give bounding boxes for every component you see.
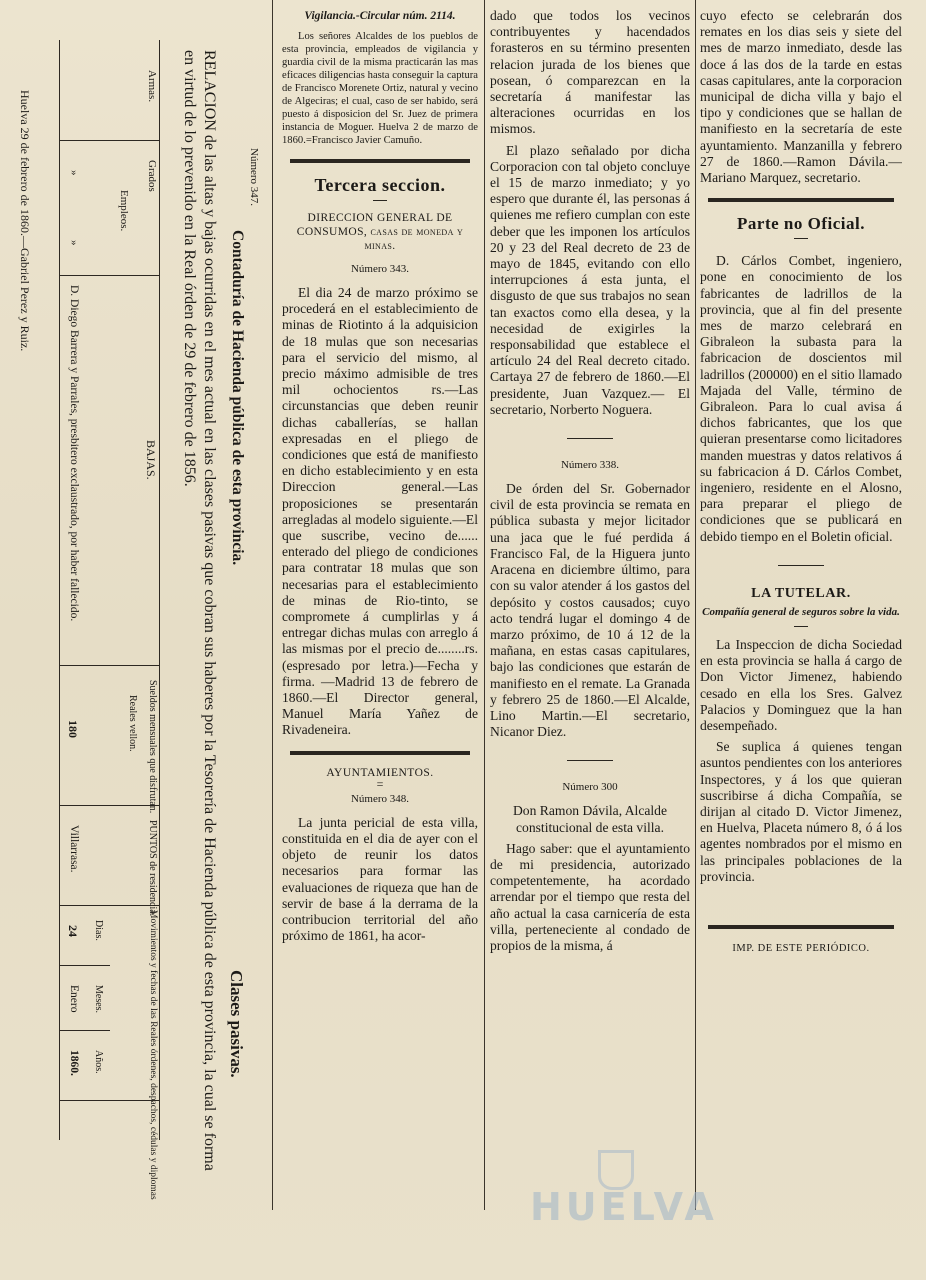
row-quote-1: » [68, 170, 80, 176]
table-rule [60, 140, 160, 141]
numero-338: Número 338. [560, 459, 620, 472]
clases-pasivas-title: Clases pasivas. [227, 970, 246, 1078]
numero-300-text-part2: cuyo efecto se celebrarán dos remates en los dias seis y siete del mes de marzo inmediato, desde las doce á las dos de la tarde en estas casas capitulares, ante la corporacion municipal de dicha villa y bajo el tipo y condiciones que se hallan de manifiesto en la secretaría de este ayuntamiento. Manzanilla y febrero 27 de 1860.—Ramon Dávila.—Mariano Marquez, secretario. [700, 8, 902, 186]
relacion-line-2: en virtud de lo prevenido en la Real órden de 29 de febrero de 1856. [181, 50, 198, 487]
table-rule [60, 905, 160, 906]
table-rule [60, 805, 160, 806]
col-anos: Años. [93, 1050, 104, 1074]
col-armas: Armas. [146, 70, 158, 103]
tercera-seccion-title: Tercera seccion. [314, 175, 446, 195]
col-dias: Dias. [93, 920, 104, 941]
col-bajas: BAJAS. [144, 440, 158, 480]
table-footer-signature: Huelva 29 de febrero de 1860.—Gabriel Perez y Ruiz. [18, 90, 32, 352]
la-tutelar-title: LA TUTELAR. [751, 585, 851, 601]
numero-300-text-part1: Hago saber: que el ayuntamiento de mi presidencia, autorizado competentemente, ha acordado arrendar por el tiempo que resta del año actual la casa carnicería de esta villa, perteneciente al condado de propios de la misma, á [490, 840, 690, 953]
combet-text: D. Cárlos Combet, ingeniero, pone en conocimiento de los fabricantes de ladrillos de la provincia, que al fin del presente mes de marzo celebrará en Gibraleon la subasta para la fabricacion de doscientos mil ladrillos (200000) en el sitio llamado Majada del Valle, término de Gibraleon. Para lo cual avisa á dichos fabricantes, que los que quieran presentarse como licitadores manden muestras y datos relativos á su fabricacion á D. Cárlos Combet, ingeniero, residente en el Alosno, para preparar el pliego de condiciones que se publicará en debido tiempo en el Boletin oficial. [700, 253, 902, 544]
numero-348-text-part3: El plazo señalado por dicha Corporacion con tal objeto concluye el 15 de marzo inmediato; y yo espero que durante él, las personas á quienes me refiero cumplan con este deber que les imponen los artículos 20 y 23 del Real decreto de 23 de mayo de 1845, evitando con ello interrupciones á esta junta, el disgusto de que sus trabajos no sean tan exactos como ella desea, y la necesidad de exigirles la responsabilidad que establece el artículo 24 del Real decreto citado. Cartaya 27 de febrero de 1860.—El presidente, Juan Vazquez.— El secretario, Norberto Noguera. [490, 142, 690, 417]
imprint-line: IMP. DE ESTE PERIÓDICO. [732, 942, 870, 954]
table-rule [60, 665, 160, 666]
direccion-general-heading: DIRECCION GENERAL DE CONSUMOS, casas de moneda y minas. [296, 212, 464, 252]
vigilancia-heading: Vigilancia.-Circular núm. 2114. [304, 10, 456, 22]
tutelar-text-2: Se suplica á quienes tengan asuntos pendientes con los anteriores Inspectores, y á los que quieran suscribirse á dicha Compañía, se dirijan al citado D. Victor Jimenez, en Huelva, Placeta número 8, ó á los agentes nombrados por el mismo en las principales poblaciones de la provincia. [700, 739, 902, 884]
column-rule [695, 0, 696, 1210]
page-number: Número 347. [248, 148, 260, 207]
row-mes: Enero [68, 985, 80, 1013]
col-sueldos: Sueldos mensuales que disfrutan. [147, 680, 158, 814]
parte-no-oficial-title: Parte no Oficial. [737, 214, 865, 234]
section-separator [290, 751, 470, 755]
table-rule [60, 275, 160, 276]
rotated-table-region [0, 0, 270, 1280]
row-ano: 1860. [68, 1050, 80, 1076]
short-dash [794, 626, 808, 627]
ayuntamientos-heading: AYUNTAMIENTOS. [326, 766, 434, 779]
row-dia: 24 [66, 925, 80, 937]
numero-300: Número 300 [562, 781, 618, 794]
col-puntos: PUNTOS de residencia. [147, 820, 158, 917]
column-3 [700, 8, 902, 1220]
numero-300-heading: Don Ramon Dávila, Alcalde constitucional de esta villa. [512, 803, 668, 835]
numero-348-text-part2: dado que todos los vecinos contribuyentes y hacendados forasteros en su término presenten relacion jurada de los bienes que posean, ó comparezcan en la secretaría á manifestar las alteraciones ocurridas en los mismos. [490, 8, 690, 137]
column-rule [484, 0, 485, 1210]
tutelar-text-1: La Inspeccion de dicha Sociedad en esta provincia se halla á cargo de Don Victor Jimenez, habiendo cesado en ella los Sres. Galvez Palacios y Dominguez que la han desempeñado. [700, 636, 902, 733]
numero-343-text: El dia 24 de marzo próximo se procederá en el establecimiento de minas de Riotinto á la adquisicion de 18 mulas que son necesarias para el servicio del mismo, al precio máximo admisible de tres mil ochocientos rs.—Las circunstancias que deben reunir dichas caballerías, se hallan expresadas en el pliego de condiciones que está de manifiesto en dicho establecimiento y en esta Direccion general.—Las proposiciones se presentarán arregladas al modelo siguiente.—El que suscribe, vecino de...... enterado del pliego de condiciones para contratar 18 mulas que son necesarias para el establecimiento de minas de Rio-tinto, se compromete á cumplirlas y á entregar dichas mulas con arreglo á las mismas por el precio de........rs. (espresado por letra.)—Fecha y firma. —Madrid 13 de febrero de 1860.—El Director general, Manuel María Yañez de Rivadeneira. [282, 285, 478, 738]
col-movimientos: Movimientos y fechas de las Reales órdenes, despachos, cédulas y diplomas [148, 910, 158, 1200]
column-2 [490, 8, 690, 1220]
rotated-content [0, 0, 270, 1200]
clases-pasivas-table [50, 40, 160, 1200]
contaduria-title: Contaduría de Hacienda pública de esta provincia. [229, 230, 246, 566]
short-dash [794, 238, 808, 239]
table-rule [159, 40, 160, 1140]
section-separator [708, 198, 894, 202]
table-rule [60, 1100, 160, 1101]
short-rule [567, 438, 613, 439]
compania-subtitle: Compañía general de seguros sobre la vida. [702, 605, 900, 618]
relacion-line-1: RELACION de las altas y bajas ocurridas en el mes actual en las clases pasivas que cobran sus haberes por la Tesorería de Hacienda pública de esta provincia, la cual se forma [201, 50, 218, 1171]
short-rule [567, 760, 613, 761]
table-rule [59, 40, 60, 1140]
col-meses: Meses. [93, 985, 104, 1014]
watermark-shield-icon [598, 1150, 634, 1190]
vigilancia-text: Los señores Alcaldes de los pueblos de esta provincia, empleados de vigilancia y guardia civil de la misma practicarán las mas eficaces diligencias hasta conseguir la captura de Francisco Morenete Ortiz, natural y vecino de Algeciras; el cual, caso de ser habido, será puesto á disposicion del Sr. Juez de primera instancia de Moguer. Huelva 2 de marzo de 1860.=Francisco Javier Camuño. [282, 31, 478, 146]
row-quote-2: » [68, 240, 80, 246]
column-rule [272, 0, 273, 1210]
col-reales: Reales vellon. [127, 695, 138, 752]
numero-343: Número 343. [350, 263, 410, 275]
col-grados: Grados [146, 160, 158, 192]
row-name: D. Diego Barrera y Parrales, presbitero exclaustrado, por haber fallecido. [68, 285, 80, 622]
numero-338-text: De órden del Sr. Gobernador civil de esta provincia se remata en pública subasta y mejor licitador una jaca que le fué perdida á Francisco Fal, de la Higuera junto Aracena en diciembre último, para con su valor atender á los gastos del depósito y costos causados; cuyo acto tendrá lugar el domingo 4 de marzo próximo, de 10 á 12 de la mañana, en estas casas capitulares, bajo las condiciones que estarán de manifiesto en el remate. La Granada y febrero 25 de 1860.—El Alcalde, Lino Martin.—El secretario, Nicanor Diez. [490, 481, 690, 740]
double-rule: = [376, 776, 384, 791]
row-sueldo: 180 [66, 720, 80, 738]
short-dash [373, 200, 387, 201]
numero-348-text-part1: La junta pericial de esta villa, constituida en el dia de ayer con el objeto de reunir los datos necesarios para formar las evaluaciones de riqueza que han de servir de base á la derrama de la contribucion territorial del año próximo de 1861, ha acor- [282, 814, 478, 944]
table-rule [60, 965, 110, 966]
column-1 [282, 8, 478, 1220]
col-empleos: Empleos. [118, 190, 130, 232]
numero-348: Número 348. [350, 792, 410, 805]
section-separator [290, 159, 470, 163]
watermark-text: HUELVA [530, 1185, 718, 1229]
section-separator [708, 925, 894, 929]
table-rule [60, 1030, 110, 1031]
short-rule [778, 565, 824, 566]
row-punto: Villarrasa. [68, 825, 80, 873]
